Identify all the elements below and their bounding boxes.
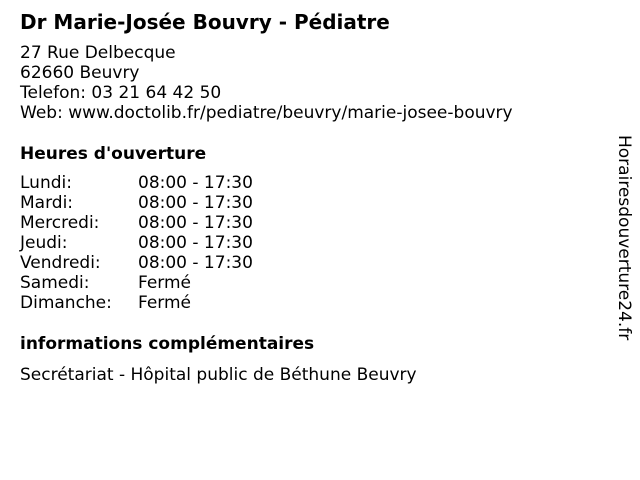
- city-postal-code: 62660 Beuvry: [20, 63, 140, 83]
- day-label: Samedi:: [20, 273, 90, 293]
- day-label: Mercredi:: [20, 213, 100, 233]
- opening-time: 08:00 - 17:30: [138, 253, 253, 273]
- street-address: 27 Rue Delbecque: [20, 43, 176, 63]
- day-label: Vendredi:: [20, 253, 101, 273]
- address-block: [20, 43, 513, 123]
- additional-info-heading: informations complémentaires: [20, 334, 315, 354]
- opening-time: 08:00 - 17:30: [138, 233, 253, 253]
- opening-hours-heading: Heures d'ouverture: [20, 144, 207, 164]
- additional-info-text: Secrétariat - Hôpital public de Béthune Beuvry: [20, 365, 417, 385]
- page-title: Dr Marie-Josée Bouvry - Pédiatre: [20, 10, 390, 34]
- day-label: Mardi:: [20, 193, 74, 213]
- day-label: Lundi:: [20, 173, 72, 193]
- site-watermark: Horairesdouverture24.fr: [614, 135, 634, 341]
- website-link[interactable]: Web: www.doctolib.fr/pediatre/beuvry/marie-josee-bouvry: [20, 103, 513, 123]
- opening-time: 08:00 - 17:30: [138, 173, 253, 193]
- opening-time: Fermé: [138, 273, 192, 293]
- day-label: Jeudi:: [20, 233, 68, 253]
- opening-time: 08:00 - 17:30: [138, 213, 253, 233]
- opening-time: 08:00 - 17:30: [138, 193, 253, 213]
- opening-time: Fermé: [138, 293, 192, 313]
- day-label: Dimanche:: [20, 293, 112, 313]
- phone-number: Telefon: 03 21 64 42 50: [20, 83, 222, 103]
